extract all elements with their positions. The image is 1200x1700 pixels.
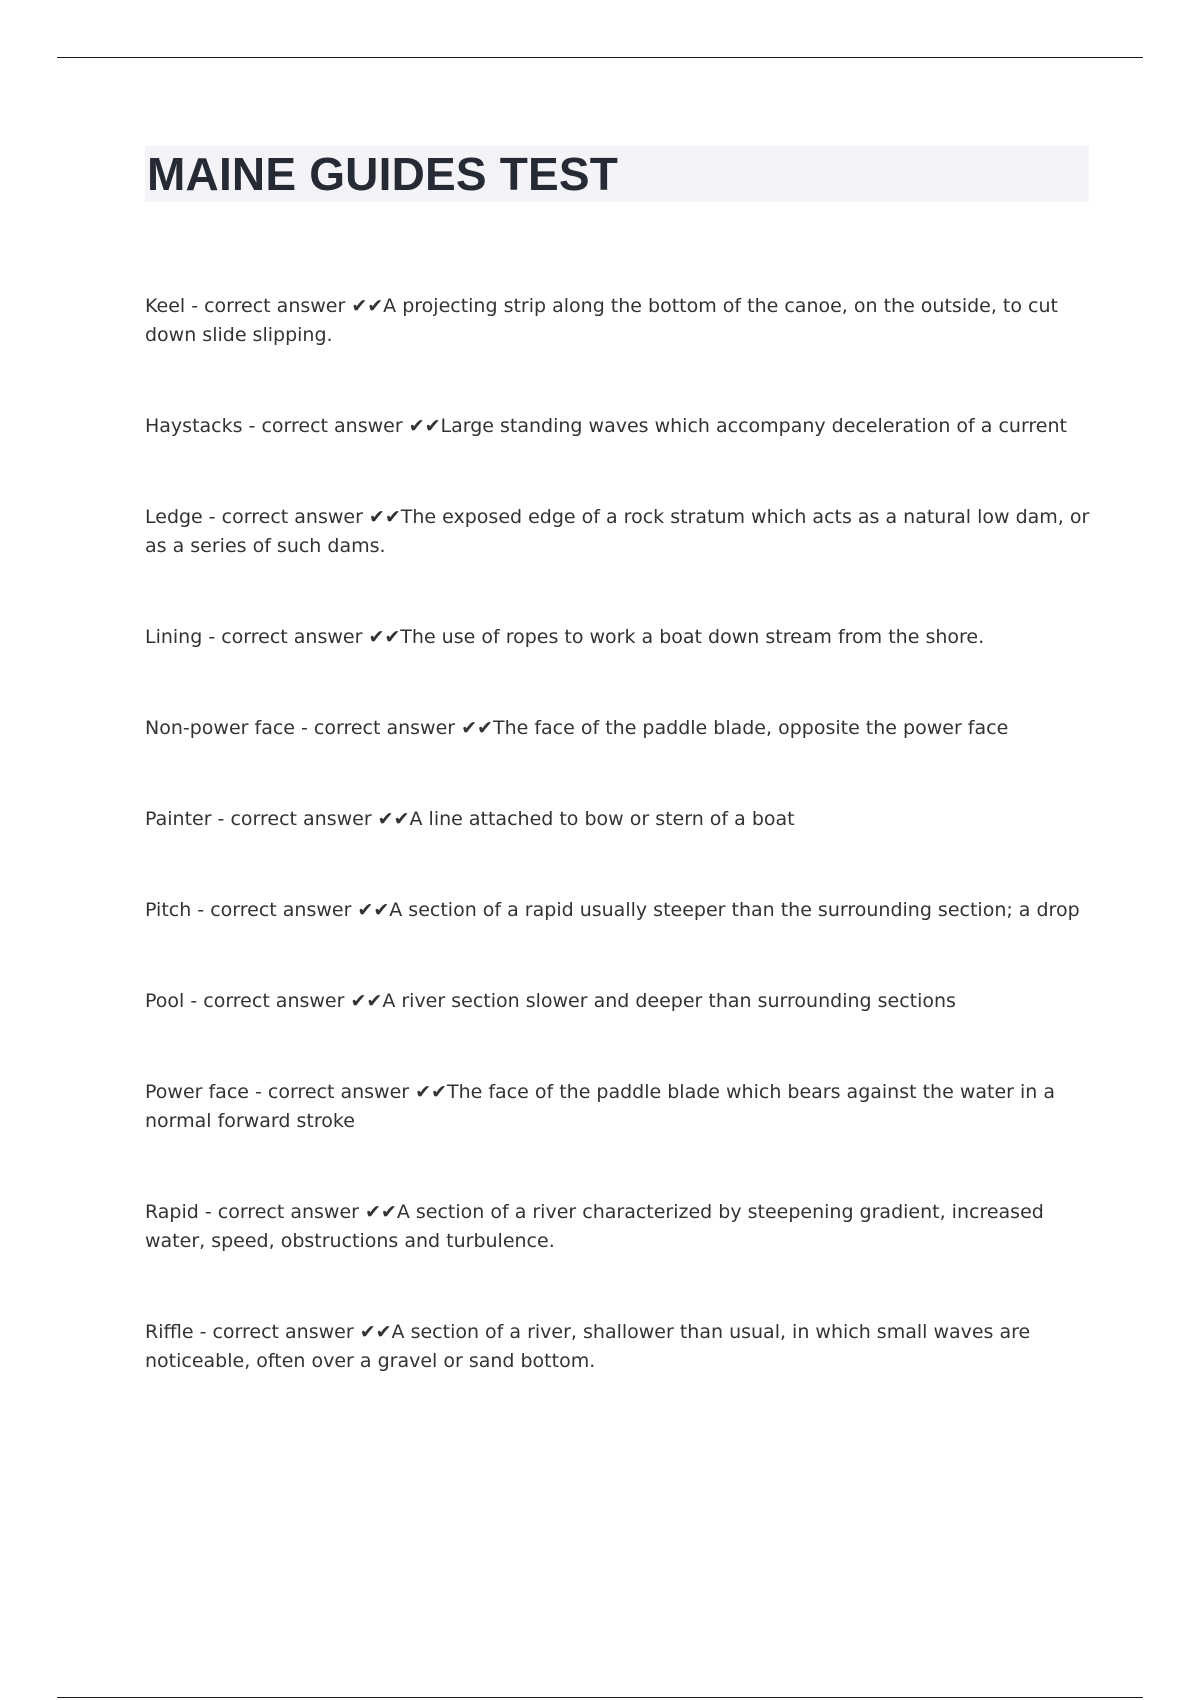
entry-pitch: Pitch - correct answer ✔✔A section of a rapid usually steeper than the surrounding section; a drop	[145, 899, 1080, 921]
header-rule	[57, 57, 1143, 58]
entry-lining: Lining - correct answer ✔✔The use of ropes to work a boat down stream from the shore.	[145, 626, 985, 648]
page-title: MAINE GUIDES TEST	[147, 148, 619, 200]
entry-haystacks: Haystacks - correct answer ✔✔Large standing waves which accompany deceleration of a current	[145, 415, 1067, 437]
entry-rapid: Rapid - correct answer ✔✔A section of a river characterized by steepening gradient, increased water, speed, obstructions and turbulence.	[145, 1201, 1044, 1252]
entry-non-power-face: Non-power face - correct answer ✔✔The face of the paddle blade, opposite the power face	[145, 717, 1009, 739]
entry-power-face: Power face - correct answer ✔✔The face of the paddle blade which bears against the water in a normal forward stroke	[145, 1081, 1056, 1132]
entry-ledge: Ledge - correct answer ✔✔The exposed edge of a rock stratum which acts as a natural low dam, or as a series of such dams.	[145, 506, 1090, 557]
entry-riffle: Riffle - correct answer ✔✔A section of a river, shallower than usual, in which small waves are noticeable, often over a gravel or sand bottom.	[145, 1321, 1031, 1372]
entry-keel: Keel - correct answer ✔✔A projecting strip along the bottom of the canoe, on the outside, to cut down slide slipping.	[145, 295, 1058, 346]
footer-rule	[57, 1697, 1143, 1698]
entry-list	[145, 292, 1095, 1438]
entry-pool: Pool - correct answer ✔✔A river section slower and deeper than surrounding sections	[145, 990, 956, 1012]
entry-painter: Painter - correct answer ✔✔A line attached to bow or stern of a boat	[145, 808, 795, 830]
